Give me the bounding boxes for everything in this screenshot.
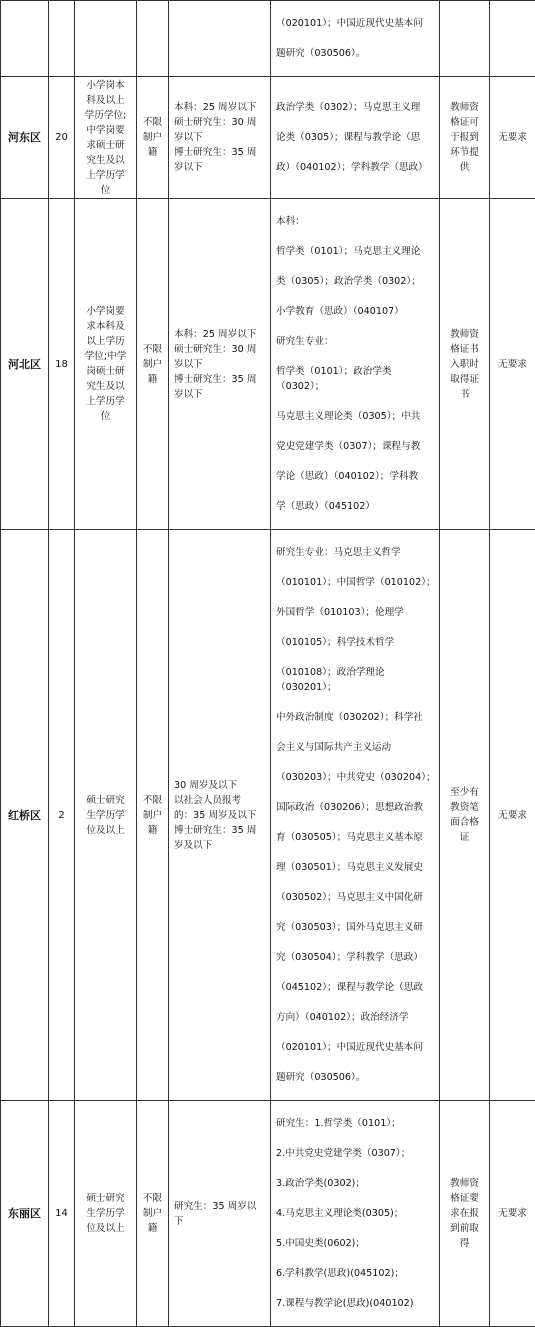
education-line: 位 [75, 409, 136, 424]
cert-line: 格证要 [440, 1191, 489, 1206]
major-line: 2.中共党史党建学类（0307）； [276, 1146, 437, 1161]
major-line: 学（思政）（045102） [276, 499, 437, 514]
education-cell [75, 77, 137, 199]
major-line: 小学教育（思政）（040107） [276, 304, 437, 319]
age-line: 岁以下 [174, 387, 268, 402]
other-cell: 无要求 [490, 77, 535, 199]
cert-line: 到前取 [440, 1221, 489, 1236]
table-row [1, 199, 535, 530]
education-line: 小学岗本 [75, 78, 136, 93]
age-line: 岁及以下 [174, 838, 268, 853]
cert-line: 格证书 [440, 342, 489, 357]
district-cell: 东丽区 [1, 1101, 49, 1327]
age-cell [169, 1101, 271, 1327]
age-cell [169, 530, 271, 1101]
age-line: 下 [174, 1214, 268, 1229]
cert-line: 求在报 [440, 1206, 489, 1221]
major-line: 7.课程与教学论(思政)(040102) [276, 1296, 437, 1311]
major-cell [271, 1101, 440, 1327]
major-line: 论类（0305）；课程与教学论（思 [276, 130, 437, 145]
age-line: 岁以下 [174, 130, 268, 145]
major-line: （020101）；中国近现代史基本问 [276, 16, 437, 31]
major-line: （020101）；中国近现代史基本问 [276, 1040, 437, 1055]
education-line: 生学历学 [75, 808, 136, 823]
major-line: （030203）；中共党史（030204）； [276, 770, 437, 785]
major-line: 党史党建学类（0307）；课程与教 [276, 439, 437, 454]
age-line: 以社会人员报考 [174, 793, 268, 808]
hukou-line: 籍 [137, 823, 168, 838]
hukou-cell [137, 1, 169, 77]
major-line: 究（030503）；国外马克思主义研 [276, 920, 437, 935]
education-line: 究生及以 [75, 379, 136, 394]
major-cell [271, 1, 440, 77]
cert-cell [440, 1101, 490, 1327]
age-cell [169, 1, 271, 77]
major-line: 哲学类（0101）；马克思主义理论 [276, 244, 437, 259]
age-line: 硕士研究生：30 周 [174, 342, 268, 357]
count-cell: 2 [49, 530, 75, 1101]
major-line: 政）（040102）；学科教学（思政） [276, 160, 437, 175]
age-line: 博士研究生：35 周 [174, 823, 268, 838]
major-line: 题研究（030506）。 [276, 46, 437, 61]
cert-line: 面合格 [440, 815, 489, 830]
cert-cell [440, 1, 490, 77]
hukou-line: 不限 [137, 342, 168, 357]
table-row [1, 1, 535, 77]
major-cell [271, 77, 440, 199]
education-line: 硕士研究 [75, 793, 136, 808]
hukou-cell [137, 199, 169, 530]
major-cell [271, 199, 440, 530]
hukou-line: 籍 [137, 1221, 168, 1236]
age-cell [169, 77, 271, 199]
major-line: （010105）；科学技术哲学 [276, 635, 437, 650]
cert-line: 供 [440, 160, 489, 175]
age-line: 本科：25 周岁以下 [174, 100, 268, 115]
cert-line: 至少有 [440, 785, 489, 800]
cert-cell [440, 77, 490, 199]
cert-line: 于报到 [440, 130, 489, 145]
hukou-line: 制户 [137, 130, 168, 145]
education-cell [75, 530, 137, 1101]
major-line: 哲学类（0101）；政治学类（0302）； [276, 364, 437, 394]
education-line: 岗硕士研 [75, 364, 136, 379]
major-line: 题研究（030506）。 [276, 1070, 437, 1085]
cert-line: 书 [440, 387, 489, 402]
major-line: 研究生专业： [276, 334, 437, 349]
education-line: 上学历学 [75, 168, 136, 183]
cert-line: 教师资 [440, 1176, 489, 1191]
count-cell: 18 [49, 199, 75, 530]
major-line: 研究生：1.哲学类（0101）； [276, 1116, 437, 1131]
major-line: 马克思主义理论类（0305）；中共 [276, 409, 437, 424]
age-line: 的：35 周岁及以下 [174, 808, 268, 823]
major-line: 国际政治（030206）；思想政治教 [276, 800, 437, 815]
cert-line: 取得证 [440, 372, 489, 387]
hukou-line: 籍 [137, 372, 168, 387]
major-line: 3.政治学类(0302)； [276, 1176, 437, 1191]
hukou-cell [137, 1101, 169, 1327]
education-line: 位及以上 [75, 1221, 136, 1236]
other-cell: 无要求 [490, 199, 535, 530]
hukou-line: 籍 [137, 145, 168, 160]
major-line: （010101）；中国哲学（010102）； [276, 575, 437, 590]
other-cell [490, 1, 535, 77]
major-line: 中外政治制度（030202）；科学社 [276, 710, 437, 725]
education-line: 学位;中学 [75, 349, 136, 364]
age-cell [169, 199, 271, 530]
major-line: （045102）；课程与教学论（思政 [276, 980, 437, 995]
district-cell: 河北区 [1, 199, 49, 530]
education-line: 究生及以 [75, 153, 136, 168]
education-line: 科及以上 [75, 93, 136, 108]
age-line: 博士研究生：35 周 [174, 372, 268, 387]
education-line: 生学历学 [75, 1206, 136, 1221]
count-cell: 20 [49, 77, 75, 199]
cert-line: 得 [440, 1236, 489, 1251]
major-line: 育（030505）；马克思主义基本原 [276, 830, 437, 845]
major-line: 本科： [276, 214, 437, 229]
major-line: 学论（思政）（040102）；学科教 [276, 469, 437, 484]
education-line: 小学岗要 [75, 304, 136, 319]
age-line: 硕士研究生：30 周 [174, 115, 268, 130]
cert-line: 教师资 [440, 100, 489, 115]
education-cell [75, 1, 137, 77]
major-line: （030502）；马克思主义中国化研 [276, 890, 437, 905]
major-line: 4.马克思主义理论类(0305)； [276, 1206, 437, 1221]
major-line: 外国哲学（010103）；伦理学 [276, 605, 437, 620]
cert-line: 教师资 [440, 327, 489, 342]
major-line: 研究生专业：马克思主义哲学 [276, 545, 437, 560]
cert-line: 证 [440, 830, 489, 845]
education-line: 硕士研究 [75, 1191, 136, 1206]
table-row [1, 77, 535, 199]
major-line: 会主义与国际共产主义运动 [276, 740, 437, 755]
cert-line: 教资笔 [440, 800, 489, 815]
cert-line: 格证可 [440, 115, 489, 130]
hukou-line: 制户 [137, 1206, 168, 1221]
education-line: 中学岗要 [75, 123, 136, 138]
education-line: 位 [75, 183, 136, 198]
age-line: 岁以下 [174, 160, 268, 175]
hukou-line: 制户 [137, 357, 168, 372]
age-line: 岁以下 [174, 357, 268, 372]
education-line: 学历学位; [75, 108, 136, 123]
age-line: 本科：25 周岁以下 [174, 327, 268, 342]
other-cell: 无要求 [490, 1101, 535, 1327]
major-line: 6.学科教学(思政)(045102)； [276, 1266, 437, 1281]
major-line: 究（030504）；学科教学（思政） [276, 950, 437, 965]
age-line: 博士研究生：35 周 [174, 145, 268, 160]
major-cell [271, 530, 440, 1101]
major-line: 政治学类（0302）；马克思主义理 [276, 100, 437, 115]
hukou-line: 制户 [137, 808, 168, 823]
district-cell: 红桥区 [1, 530, 49, 1101]
age-line: 30 周岁及以下 [174, 778, 268, 793]
cert-line: 入职时 [440, 357, 489, 372]
major-line: 方向）（040102）；政治经济学 [276, 1010, 437, 1025]
major-line: 理（030501）；马克思主义发展史 [276, 860, 437, 875]
hukou-line: 不限 [137, 1191, 168, 1206]
cert-cell [440, 530, 490, 1101]
count-cell: 14 [49, 1101, 75, 1327]
hukou-cell [137, 77, 169, 199]
education-line: 求硕士研 [75, 138, 136, 153]
table-row [1, 1101, 535, 1327]
major-line: （010108）；政治学理论（030201）； [276, 665, 437, 695]
table-row [1, 530, 535, 1101]
hukou-line: 不限 [137, 793, 168, 808]
cert-cell [440, 199, 490, 530]
district-cell: 河东区 [1, 77, 49, 199]
education-cell [75, 199, 137, 530]
education-cell [75, 1101, 137, 1327]
district-cell [1, 1, 49, 77]
hukou-cell [137, 530, 169, 1101]
education-line: 以上学历 [75, 334, 136, 349]
major-line: 类（0305）；政治学类（0302）； [276, 274, 437, 289]
education-line: 位及以上 [75, 823, 136, 838]
hukou-line: 不限 [137, 115, 168, 130]
count-cell [49, 1, 75, 77]
major-line: 5.中国史类(0602)； [276, 1236, 437, 1251]
age-line: 研究生：35 周岁以 [174, 1199, 268, 1214]
education-line: 求本科及 [75, 319, 136, 334]
education-line: 上学历学 [75, 394, 136, 409]
cert-line: 环节提 [440, 145, 489, 160]
other-cell: 无要求 [490, 530, 535, 1101]
